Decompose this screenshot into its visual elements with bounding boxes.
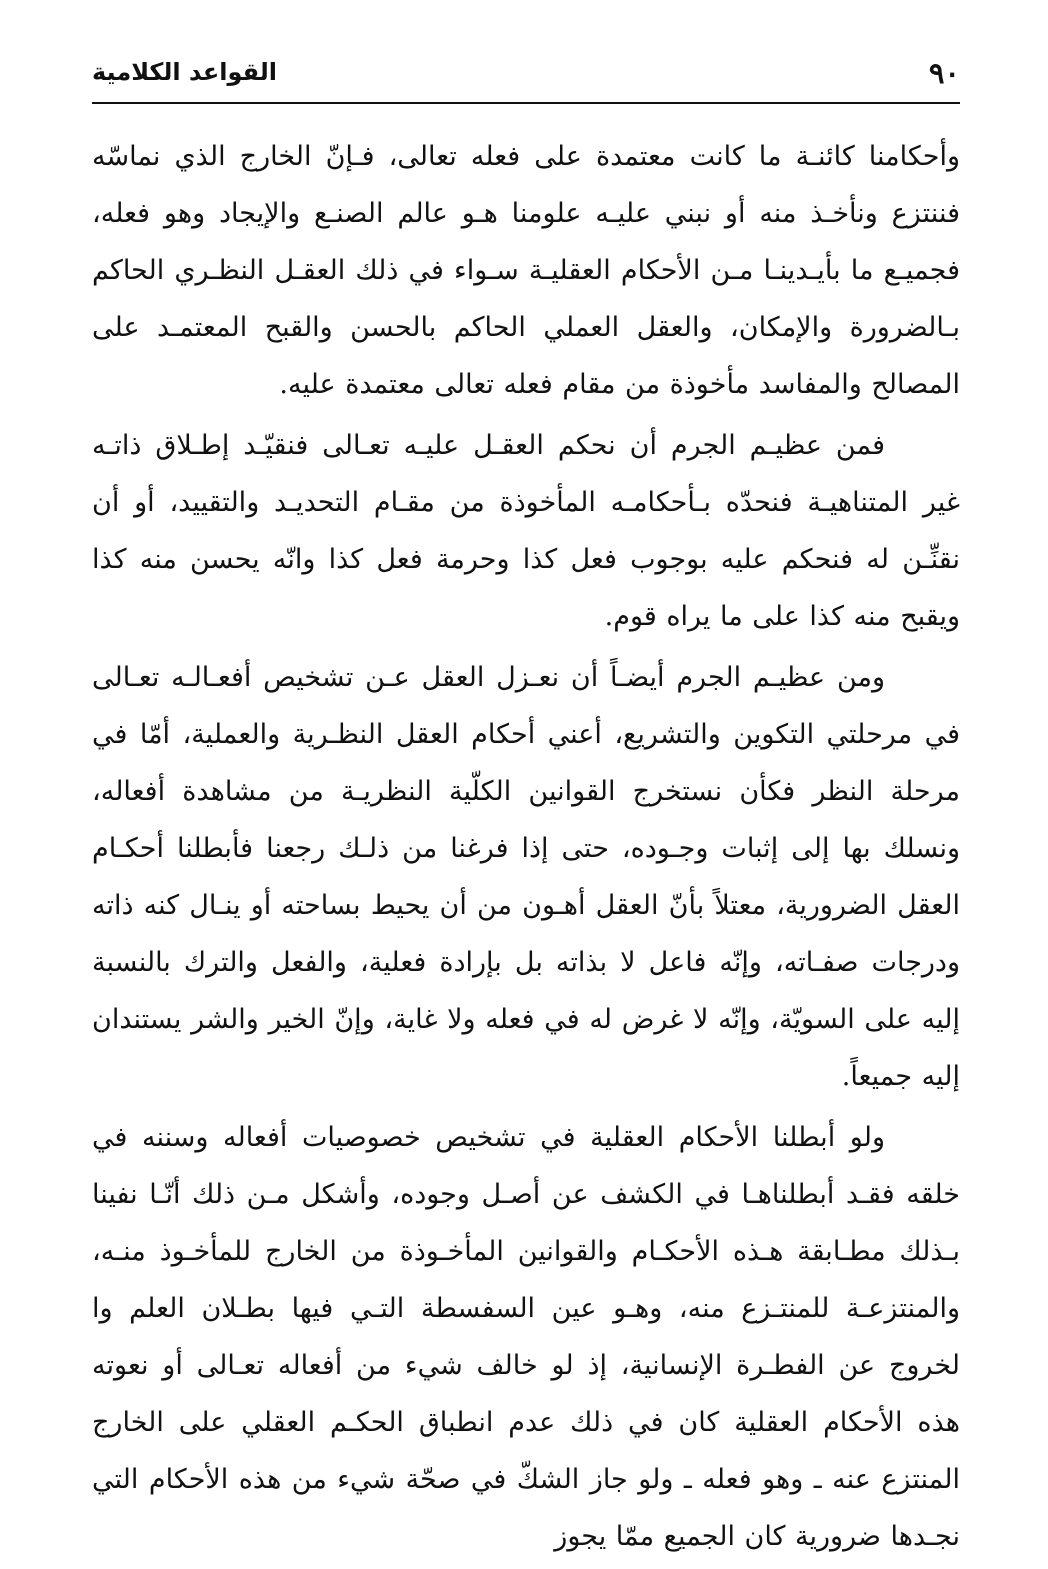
paragraph: فمن عظيـم الجرم أن نحكم العقـل عليـه تعـالى فنقيّـد إطـلاق ذاتـه غير المتناهيـة فنحدّه بـأحكامـه المأخوذة من مقـام التحديـد والتقييد، أو أن نقنِّـن له فنحكم عليه بوجوب فعل كذا وحرمة فعل كذا وانّه يحسن منه كذا ويقبح منه كذا على ما يراه قوم.: [92, 430, 960, 632]
main-text: [92, 128, 960, 1569]
book-page: [92, 52, 960, 1552]
paragraph-continued: وأحكامنا كائنـة ما كانت معتمدة على فعله تعالى، فـإنّ الخارج الذي نماسّه فننتزع ونأخـذ منه أو نبني عليـه علومنا هـو عالم الصنـع والإيجاد وهو فعله، فجميـع ما بأيـدينـا مـن الأحكام العقليـة سـواء في ذلك العقـل النظـري الحاكم بـالضرورة والإمكان، والعقل العملي الحاكم بالحسن والقبح المعتمـد على المصالح والمفاسد مأخوذة من مقام فعله تعالى معتمدة عليه.: [92, 141, 960, 400]
paragraph: ولو أبطلنا الأحكام العقلية في تشخيص خصوصيات أفعاله وسننه في خلقه فقـد أبطلناهـا في الكشف عن أصـل وجوده، وأشكل مـن ذلك أنّـا نفينا بـذلك مطـابقة هـذه الأحكـام والقوانين المأخـوذة من الخارج للمأخـوذ منـه، والمنتزعـة للمنتـزع منه، وهـو عين السفسطة التـي فيها بطـلان العلم وا لخروج عن الفطـرة الإنسانية، إذ لو خالف شيء من أفعاله تعـالى أو نعوته هذه الأحكام العقلية كان في ذلك عدم انطباق الحكـم العقلي على الخارج المنتزع عنه ـ وهو فعله ـ ولو جاز الشكّ في صحّة شيء من هذه الأحكام التي نجـدها ضرورية كان الجميع ممّا يجوز: [92, 1122, 960, 1552]
page-number: ٩٠: [928, 56, 960, 90]
book-title: القواعد الكلامية: [92, 58, 278, 86]
header-divider: [92, 102, 960, 104]
running-header: [92, 52, 960, 100]
paragraph: ومن عظيـم الجرم أيضـاً أن نعـزل العقل عـن تشخيص أفعـالـه تعـالى في مرحلتي التكوين والتشريع، أعني أحكام العقل النظـرية والعملية، أمّا في مرحلة النظر فكأن نستخرج القوانين الكلّية النظريـة من مشاهدة أفعاله، ونسلك بها إلى إثبات وجـوده، حتى إذا فرغنا من ذلـك رجعنا فأبطلنا أحكـام العقل الضرورية، معتلاً بأنّ العقل أهـون من أن يحيط بساحته أو ينـال كنه ذاته ودرجات صفـاته، وإنّه فاعل لا بذاته بل بإرادة فعلية، والفعل والترك بالنسبة إليه على السويّة، وإنّه لا غرض له في فعله ولا غاية، وإنّ الخير والشر يستندان إليه جميعاً.: [92, 662, 960, 1092]
